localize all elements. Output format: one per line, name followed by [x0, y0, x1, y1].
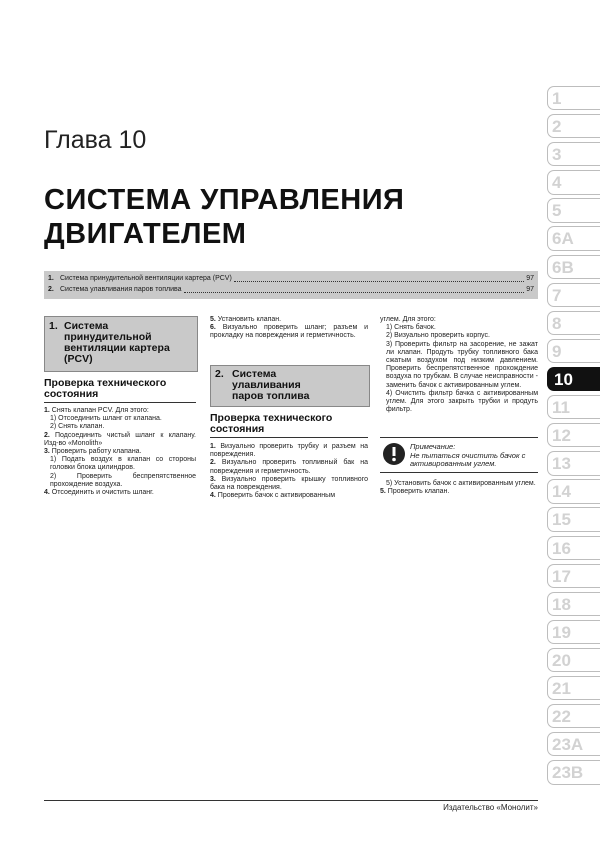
- publisher-footer: Издательство «Монолит»: [443, 803, 538, 812]
- step-number: 3.: [210, 475, 216, 483]
- step-text: 4) Очистить фильтр бачка с активированным углем. Для этого закрыть трубки и продуть фильтр.: [386, 389, 538, 414]
- warning-icon: [383, 443, 405, 465]
- note-top-rule: [380, 437, 538, 438]
- chapter-tab-2[interactable]: 2: [547, 114, 600, 138]
- column-2-top: [210, 316, 368, 341]
- step-text: Визуально проверить шланг; разъем и прокладку на повреждения и герметичность.: [210, 324, 368, 340]
- step-number: 5.: [380, 488, 386, 496]
- section-1-title-line: Система: [64, 320, 109, 332]
- step-text: Отсоединить и очистить шланг.: [51, 489, 154, 497]
- chapter-label: Глава 10: [44, 126, 147, 154]
- chapter-tab-23b[interactable]: 23B: [547, 760, 600, 784]
- chapter-tab-9[interactable]: 9: [547, 339, 600, 363]
- section-1-title-line: (PCV): [64, 353, 93, 365]
- column-3-body: [380, 316, 538, 414]
- step-text: Подсоединить чистый шланг к клапану. Изд-во «Monolith»: [44, 431, 196, 447]
- chapter-tab-18[interactable]: 18: [547, 592, 600, 616]
- chapter-tab-12[interactable]: 12: [547, 423, 600, 447]
- step-number: 5.: [210, 316, 216, 323]
- section-2-title-line: паров топлива: [232, 390, 310, 402]
- step-text: Проверить бачок с активированным: [217, 492, 336, 500]
- chapter-tab-22[interactable]: 22: [547, 704, 600, 728]
- subheading-line: Проверка технического: [210, 412, 333, 424]
- note-block: [410, 443, 538, 469]
- step-number: 4.: [210, 492, 216, 500]
- step-text: 2) Визуально проверить корпус.: [386, 332, 490, 340]
- step-text: 1) Снять бачок.: [386, 324, 436, 332]
- toc-leader-dots: [234, 281, 524, 282]
- chapter-tab-1[interactable]: 1: [547, 86, 600, 110]
- chapter-tab-14[interactable]: 14: [547, 479, 600, 503]
- chapter-tab-23a[interactable]: 23A: [547, 732, 600, 756]
- section-2-title-line: Система: [232, 368, 277, 380]
- note-text: Не пытаться очистить бачок с активированным углем.: [410, 450, 526, 468]
- title-line-2: ДВИГАТЕЛЕМ: [44, 218, 247, 250]
- column-3-bottom: [380, 480, 538, 496]
- chapter-tab-19[interactable]: 19: [547, 620, 600, 644]
- chapter-tab-13[interactable]: 13: [547, 451, 600, 475]
- chapter-tab-21[interactable]: 21: [547, 676, 600, 700]
- step-text: углем. Для этого:: [380, 316, 436, 323]
- section-1-title-line: вентиляции картера: [64, 342, 170, 354]
- chapter-tab-15[interactable]: 15: [547, 507, 600, 531]
- toc-entry[interactable]: [48, 285, 534, 295]
- step-number: 1.: [44, 407, 50, 414]
- step-number: 2.: [210, 459, 216, 467]
- step-number: 1.: [210, 443, 216, 450]
- toc-entry-title: Система принудительной вентиляции картера (PCV): [60, 275, 232, 282]
- toc-entry[interactable]: [48, 274, 534, 284]
- step-text: Установить клапан.: [217, 316, 282, 323]
- note-bottom-rule: [380, 472, 538, 473]
- step-number: 3.: [44, 448, 50, 456]
- chapter-tab-11[interactable]: 11: [547, 395, 600, 419]
- step-text: Проверить работу клапана.: [51, 448, 142, 456]
- title-line-1: СИСТЕМА УПРАВЛЕНИЯ: [44, 184, 405, 216]
- chapter-tab-16[interactable]: 16: [547, 536, 600, 560]
- chapter-tab-5[interactable]: 5: [547, 198, 600, 222]
- chapter-tab-10[interactable]: 10: [547, 367, 600, 391]
- step-text: 5) Установить бачок с активированным углем.: [386, 480, 536, 487]
- toc-leader-dots: [184, 292, 525, 293]
- footer-rule: [44, 800, 538, 801]
- chapter-tab-20[interactable]: 20: [547, 648, 600, 672]
- toc-entry-page: 97: [526, 275, 534, 282]
- section-2-body: [210, 443, 368, 500]
- chapter-tab-4[interactable]: 4: [547, 170, 600, 194]
- toc-entry-page: 97: [526, 286, 534, 293]
- step-text: Проверить клапан.: [387, 488, 450, 496]
- toc-entry-title: Система улавливания паров топлива: [60, 286, 182, 293]
- section-2-number: 2.: [215, 368, 224, 380]
- section-2-subheading: [210, 413, 368, 438]
- step-text: 2) Снять клапан.: [50, 423, 105, 431]
- chapter-tab-7[interactable]: 7: [547, 283, 600, 307]
- section-1-title: [64, 321, 170, 365]
- section-1-subheading: [44, 378, 196, 403]
- step-number: 2.: [44, 431, 50, 439]
- note-label: Примечание:: [410, 442, 456, 451]
- step-text: 2) Проверить беспрепятственное прохождение воздуха.: [50, 472, 196, 488]
- chapter-tab-8[interactable]: 8: [547, 311, 600, 335]
- section-2-title: [232, 369, 309, 402]
- step-text: 1) Отсоединить шланг от клапана.: [50, 415, 162, 423]
- chapter-tab-6a[interactable]: 6A: [547, 226, 600, 250]
- toc-entry-number: 1.: [48, 275, 54, 282]
- section-1-number: 1.: [49, 320, 58, 332]
- section-2-title-line: улавливания: [232, 379, 301, 391]
- section-1-body: [44, 407, 196, 497]
- subheading-line: состояния: [210, 423, 265, 435]
- step-text: Визуально проверить крышку топливного бака на повреждения.: [210, 475, 368, 492]
- step-text: Визуально проверить топливный бак на повреждения и герметичность.: [210, 459, 368, 475]
- step-text: Снять клапан PCV. Для этого:: [51, 407, 149, 414]
- table-of-contents: [44, 271, 538, 299]
- step-number: 4.: [44, 489, 50, 497]
- subheading-line: Проверка технического: [44, 377, 167, 389]
- step-text: 3) Проверить фильтр на засорение, не зажат ли клапан. Продуть трубку топливного бака сжатым воздухом под низким давлением. Проверить беспрепятственное прохождение воздуха по трубкам. В случае неисправности - заменить бачок с активированным углем.: [386, 340, 538, 389]
- chapter-tabs: [547, 86, 600, 788]
- subheading-line: состояния: [44, 388, 99, 400]
- page-title: [44, 183, 404, 251]
- chapter-tab-6b[interactable]: 6B: [547, 255, 600, 279]
- section-1-title-line: принудительной: [64, 331, 152, 343]
- chapter-tab-17[interactable]: 17: [547, 564, 600, 588]
- toc-entry-number: 2.: [48, 286, 54, 293]
- step-text: 1) Подать воздух в клапан со стороны головки блока цилиндров.: [50, 456, 196, 472]
- chapter-tab-3[interactable]: 3: [547, 142, 600, 166]
- step-number: 6.: [210, 324, 216, 332]
- step-text: Визуально проверить трубку и разъем на повреждения.: [210, 443, 368, 459]
